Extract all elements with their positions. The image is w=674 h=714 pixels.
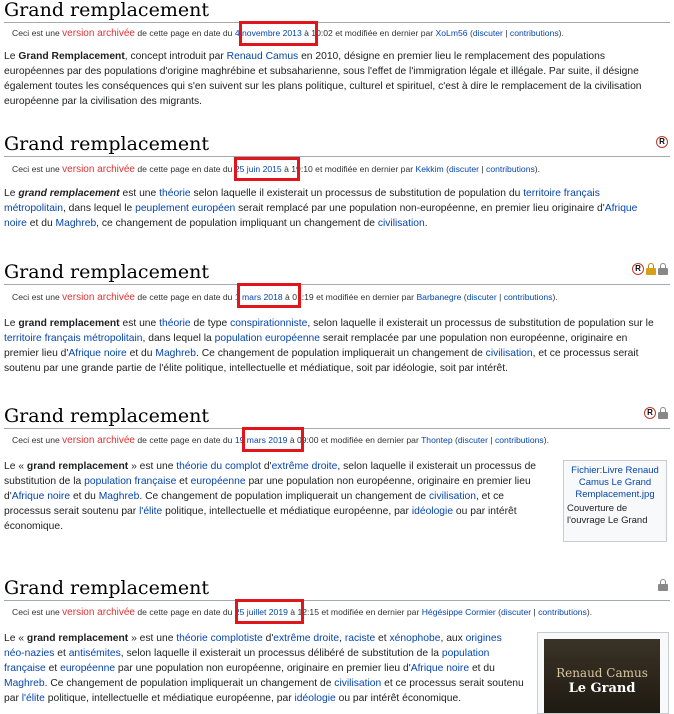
article-text: serait remplacé par une population non-européenne, en premier lieu originaire d' [235, 203, 605, 214]
user-link[interactable]: Hégésippe Cormier [421, 607, 496, 617]
revision-date-link[interactable]: 25 juillet 2019 [234, 607, 288, 617]
contribs-link[interactable]: contributions [503, 292, 553, 302]
article-text: selon laquelle il existerait un processus de substitution de population du [190, 188, 524, 199]
article-link[interactable]: civilisation [377, 218, 425, 229]
contribs-link[interactable]: contributions [494, 435, 544, 445]
article-text: est une [119, 318, 160, 329]
article-text: et du [26, 218, 56, 229]
lock-icon[interactable] [658, 579, 668, 591]
revision-date-link[interactable]: 25 juin 2015 [234, 164, 282, 174]
article-link[interactable]: Renaud Camus [226, 51, 299, 62]
user-link[interactable]: XoLm56 [435, 28, 468, 38]
article-text: , et ce processus serait soutenu par [4, 491, 504, 517]
article-text: , selon laquelle il existerait un processus délibéré de substitution de la [120, 648, 442, 659]
article-text: en 2010, désigne en premier lieu le remplacement des populations européennes par des populations d'origine maghrébine et subsaharienne, sous l'effet de l'immigration légale et illégale. Par suite, il désigne également toutes les conséquences qui s'en suivent sur les plans politique, culturel et spirituel, c'est à dire le remplacement de la civilisation européenne par la civilisation des migrants. [4, 51, 642, 107]
article-text: , concept introduit par [124, 51, 227, 62]
article-link[interactable]: territoire français métropolitain [4, 333, 143, 344]
article-link[interactable]: idéologie [411, 506, 454, 517]
gold-lock-icon[interactable] [646, 263, 656, 275]
lock-icon[interactable] [658, 407, 668, 419]
title-rule [4, 22, 670, 23]
article-link[interactable]: xénophobe [389, 633, 441, 644]
article-link[interactable]: population européenne [214, 333, 320, 344]
article-text: Grand Remplacement [18, 51, 125, 62]
article-text: de type [190, 318, 231, 329]
article-link[interactable]: civilisation [485, 348, 533, 359]
article-link[interactable]: raciste [344, 633, 376, 644]
revision-date-link[interactable]: 19 mars 2019 [234, 435, 288, 445]
article-link[interactable]: Maghreb [4, 678, 45, 689]
article-link[interactable]: l'élite [139, 506, 163, 517]
article-link[interactable]: idéologie [294, 693, 336, 704]
article-link[interactable]: Afrique noire [11, 491, 71, 502]
archived-version-link[interactable]: version archivée [62, 435, 135, 446]
article-text: ou par intérêt économique. [4, 506, 517, 532]
article-lead [4, 49, 654, 109]
article-text: par une population non européenne, originaire en premier lieu d' [4, 476, 531, 502]
article-text: et [54, 648, 69, 659]
article-link[interactable]: origines néo-nazies [4, 633, 502, 659]
discuss-link[interactable]: discuter [448, 164, 480, 174]
title-rule [4, 156, 670, 157]
article-link[interactable]: européenne [60, 663, 116, 674]
article-link[interactable]: Afrique noire [410, 663, 470, 674]
discuss-link[interactable]: discuter [457, 435, 488, 445]
article-text: . [424, 218, 428, 229]
article-text: . Ce changement de population impliquerait un changement de [196, 348, 486, 359]
article-lead [4, 316, 659, 376]
article-lead [4, 631, 524, 706]
article-link[interactable]: antisémites [68, 648, 121, 659]
article-text: Le [4, 188, 19, 199]
article-text: d' [262, 633, 274, 644]
article-link[interactable]: théorie [159, 318, 191, 329]
article-text: , [339, 633, 345, 644]
page-title: Grand remplacement [4, 405, 209, 427]
article-link[interactable]: européenne [190, 476, 246, 487]
article-text: d' [261, 461, 272, 472]
article-text: et ce processus serait soutenu par [4, 678, 524, 704]
article-link[interactable]: Maghreb [55, 218, 97, 229]
lock-icon[interactable] [658, 263, 668, 275]
article-text: et [45, 663, 61, 674]
article-link[interactable]: conspirationniste [230, 318, 308, 329]
page-title: Grand remplacement [4, 261, 209, 283]
title-rule [4, 600, 670, 601]
r-icon[interactable]: R [632, 263, 644, 275]
article-text: ou par intérêt économique. [335, 693, 462, 704]
page-status-icons [656, 136, 668, 148]
article-link[interactable]: extrême droite [271, 461, 338, 472]
infobox-thumbnail [563, 460, 667, 542]
user-link[interactable]: Kekkim [415, 164, 444, 174]
article-link[interactable]: Afrique noire [4, 203, 638, 229]
article-text: par une population non européenne, originaire en premier lieu d' [115, 663, 411, 674]
discuss-link[interactable]: discuter [472, 28, 503, 38]
archived-version-link[interactable]: version archivée [62, 607, 135, 618]
article-text: et du [469, 663, 495, 674]
article-link[interactable]: Maghreb [155, 348, 197, 359]
article-text: Le « [4, 461, 27, 472]
revision-subtitle: Ceci est une version archivée de cette page en date du 25 juin 2015 à 19:10 et modifiée en dernier par Kekkim (discuter | contributions). [12, 164, 541, 175]
article-text: , ce changement de population impliquant un changement de [96, 218, 378, 229]
article-link[interactable]: population française [4, 648, 490, 674]
article-text: Le [4, 51, 19, 62]
article-text: , selon laquelle il existerait un processus de substitution de population sur le [307, 318, 654, 329]
article-text: est une [119, 188, 160, 199]
revision-subtitle: Ceci est une version archivée de cette page en date du 19 mars 2019 à 09:00 et modifiée en dernier par Thontep (discuter | contributions). [12, 435, 549, 446]
article-link[interactable]: peuplement européen [135, 203, 236, 214]
article-text: , aux [440, 633, 466, 644]
article-text: grand remplacement [26, 461, 129, 472]
article-link[interactable]: Maghreb [98, 491, 140, 502]
article-lead [4, 459, 549, 534]
file-link[interactable]: Fichier:Livre Renaud Camus Le Grand Remplacement.jpg [571, 465, 659, 500]
article-text: serait remplacée par une population non européenne, originaire en premier lieu d' [4, 333, 628, 359]
article-text: grand remplacement [26, 633, 129, 644]
discuss-link[interactable]: discuter [466, 292, 497, 302]
article-text: et [375, 633, 390, 644]
article-link[interactable]: théorie complotiste [176, 633, 263, 644]
article-text: politique, intellectuelle et médiatique européenne, par [162, 506, 412, 517]
article-link[interactable]: théorie du complot [176, 461, 262, 472]
article-text: » est une [128, 633, 177, 644]
archived-version-link[interactable]: version archivée [62, 28, 135, 39]
title-rule [4, 428, 670, 429]
article-link[interactable]: théorie [159, 188, 191, 199]
article-link[interactable]: territoire français métropolitain [4, 188, 600, 214]
revision-date-link[interactable]: 1 mars 2018 [234, 292, 283, 302]
revision-subtitle: Ceci est une version archivée de cette page en date du 1 mars 2018 à 01:19 et modifiée en dernier par Barbanegre (discuter | contributions). [12, 292, 558, 303]
article-text: et du [70, 491, 99, 502]
title-rule [4, 284, 670, 285]
article-text: , dans lequel le [62, 203, 136, 214]
discuss-link[interactable]: discuter [501, 607, 532, 617]
article-text: et du [126, 348, 156, 359]
book-cover-image[interactable] [544, 639, 660, 713]
page-status-icons [632, 263, 668, 275]
article-text: grand remplacement [18, 188, 120, 199]
page-status-icons [644, 407, 668, 419]
article-text: » est une [128, 461, 177, 472]
page-title: Grand remplacement [4, 0, 209, 21]
article-text: , et ce processus serait soutenu par une grande partie de l'élite politique, intellectuelle et médiatique, soit par idéologie, soit par intérêt. [4, 348, 639, 374]
article-text: , dans lequel la [142, 333, 215, 344]
revision-subtitle: Ceci est une version archivée de cette page en date du 4 novembre 2013 à 10:02 et modifiée en dernier par XoLm56 (discuter | contributions). [12, 28, 564, 39]
contribs-link[interactable]: contributions [486, 164, 535, 174]
thumb-caption: Couverture de l'ouvrage Le Grand [567, 503, 648, 526]
r-icon[interactable]: R [644, 407, 656, 419]
article-text: . Ce changement de population impliquerait un changement de [44, 678, 335, 689]
user-link[interactable]: Thontep [421, 435, 453, 445]
article-lead [4, 186, 656, 231]
contribs-link[interactable]: contributions [509, 28, 559, 38]
page-title: Grand remplacement [4, 577, 209, 599]
article-text: grand remplacement [18, 318, 120, 329]
page-title: Grand remplacement [4, 133, 209, 155]
article-text: et [176, 476, 191, 487]
article-link[interactable]: civilisation [429, 491, 476, 502]
article-link[interactable]: civilisation [334, 678, 382, 689]
cover-author: Renaud Camus [556, 666, 648, 680]
article-text: , selon laquelle il existerait un processus de substitution de la [4, 461, 537, 487]
page-status-icons [658, 579, 668, 591]
article-text: Le « [4, 633, 27, 644]
archived-version-link[interactable]: version archivée [62, 164, 135, 175]
article-link[interactable]: extrême droite [273, 633, 340, 644]
archived-version-link[interactable]: version archivée [62, 292, 135, 303]
article-link[interactable]: population française [84, 476, 177, 487]
infobox-thumbnail [537, 632, 669, 714]
article-text: politique, intellectuelle et médiatique européenne, par [44, 693, 295, 704]
article-link[interactable]: Afrique noire [68, 348, 127, 359]
user-link[interactable]: Barbanegre [416, 292, 462, 302]
contribs-link[interactable]: contributions [538, 607, 587, 617]
revision-subtitle: Ceci est une version archivée de cette page en date du 25 juillet 2019 à 12:15 et modifiée en dernier par Hégésippe Cormier (discuter | contributions). [12, 607, 593, 618]
r-icon[interactable]: R [656, 136, 668, 148]
cover-title: Le Grand [568, 681, 636, 696]
article-text: . Ce changement de population impliquerait un changement de [139, 491, 430, 502]
article-link[interactable]: l'élite [21, 693, 45, 704]
revision-date-link[interactable]: 4 novembre 2013 [234, 28, 302, 38]
article-text: Le [4, 318, 19, 329]
